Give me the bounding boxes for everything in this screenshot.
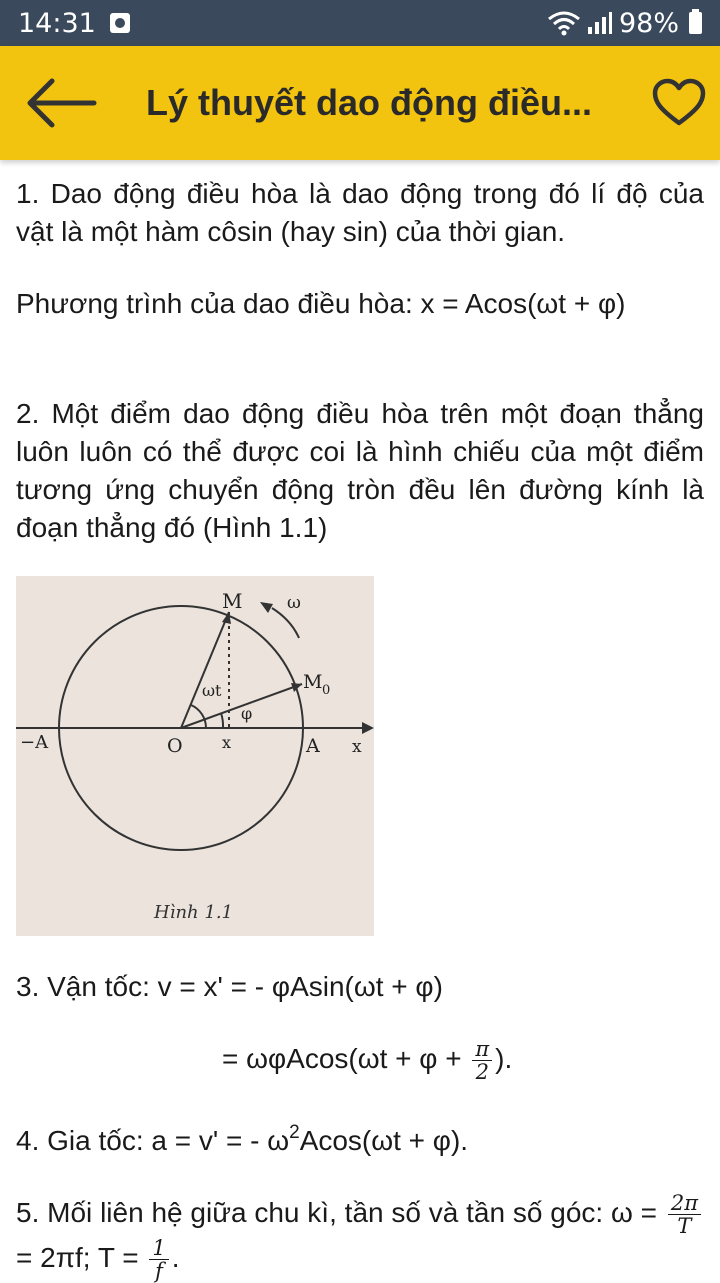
- fraction-1-over-f: $\frac{1}{f}$: [149, 1237, 168, 1282]
- arrow-left-icon: [24, 72, 100, 134]
- acceleration-line: 4. Gia tốc: a = v' = - $\omega^2Acos(\omega t + \varphi)$.: [16, 1122, 469, 1156]
- label-M0-subscript: 0: [322, 683, 331, 698]
- signal-icon: [587, 11, 613, 35]
- label-omega: ω: [287, 593, 301, 613]
- paragraph-definition: 1. Dao động điều hòa là dao động trong đó lí độ của vật là một hàm côsin (hay sin) của thời gian.: [16, 178, 704, 247]
- fraction-2pi-over-T: $\frac{2\pi}{T}$: [668, 1192, 701, 1237]
- figure-caption: Hình 1.1: [154, 902, 233, 923]
- paragraph-equation: Phương trình của dao điều hòa: x = Acos(ωt + φ): [16, 288, 626, 319]
- label-omega-t: ωt: [202, 681, 222, 700]
- page-title: Lý thuyết dao động điều...: [146, 82, 592, 123]
- period-frequency-paragraph: 5. Mối liên hệ giữa chu kì, tần số và tần số góc: ω = $\frac{2\pi}{T}$ = 2πf; T = $\frac{1}{f}$ .: [16, 1192, 704, 1282]
- label-O: O: [167, 735, 183, 757]
- radius-OM: [181, 612, 229, 728]
- label-phi: φ: [241, 704, 253, 723]
- velocity-line: 3. Vận tốc: v = x' = - φAsin(ωt + φ): [16, 971, 443, 1002]
- label-A: A: [306, 735, 320, 757]
- label-M0: M: [303, 671, 323, 693]
- favorite-button[interactable]: [652, 78, 706, 128]
- battery-percent: 98%: [618, 7, 679, 39]
- label-M: M: [222, 589, 243, 613]
- back-button[interactable]: [24, 72, 100, 134]
- heart-icon: [652, 78, 706, 128]
- notification-icon: [110, 13, 130, 33]
- status-bar: [0, 0, 720, 46]
- wifi-icon: [547, 10, 581, 36]
- paragraph-projection: 2. Một điểm dao động điều hòa trên một đoạn thẳng luôn luôn có thể được coi là hình chiếu của một điểm tương ứng chuyển động tròn đều lên đường kính là đoạn thẳng đó (Hình 1.1): [16, 398, 704, 543]
- label-minus-A: −A: [20, 732, 49, 753]
- label-x-axis: x: [352, 737, 362, 757]
- label-x-position: x: [222, 733, 232, 752]
- app-bar: [0, 46, 720, 160]
- x-axis-arrow: [362, 722, 374, 734]
- battery-icon: [689, 12, 702, 34]
- status-time: 14:31: [18, 7, 96, 39]
- fraction-pi-over-2: $\frac{\pi}{2}$: [472, 1038, 492, 1083]
- velocity-line-2: = ωφAcos(ωt + φ + $\frac{\pi}{2}$ ).: [222, 1037, 513, 1084]
- figure-circle-diagram: [16, 576, 374, 936]
